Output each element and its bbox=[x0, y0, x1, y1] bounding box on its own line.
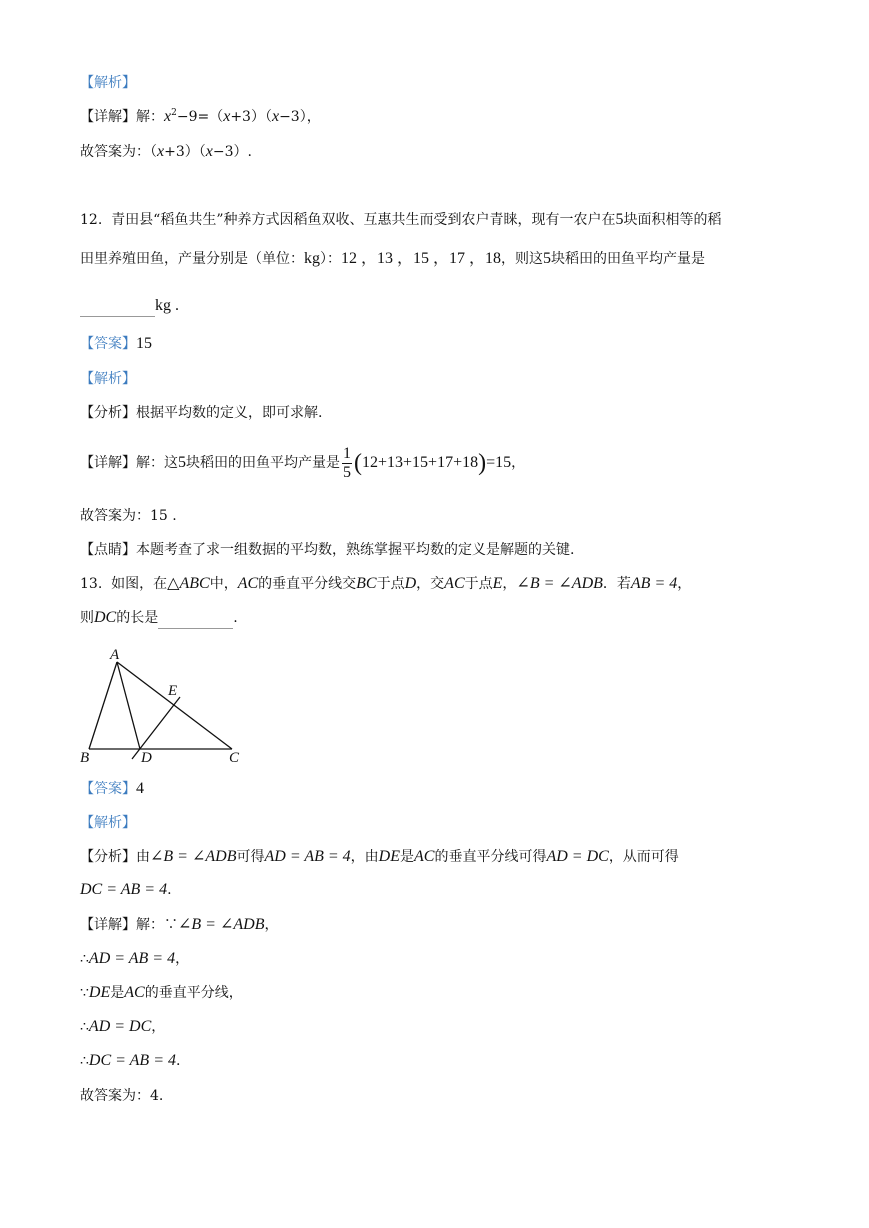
q12-answer-blank-line: kg . bbox=[80, 296, 179, 317]
q13-step2: ∵DE是AC的垂直平分线， bbox=[80, 984, 243, 1001]
analysis-tag: 【解析】 bbox=[80, 75, 136, 91]
q11-analysis-heading bbox=[80, 73, 136, 93]
answer-tag: 【答案】 bbox=[80, 336, 136, 352]
q11-final-answer: 故答案为：（x+3）（x−3）. bbox=[80, 143, 252, 160]
label-e: E bbox=[168, 683, 178, 699]
q13-fenxi-line1: 【分析】由∠B = ∠ADB可得AD = AB = 4，由DE是AC的垂直平分线可得AD = DC，从而可得 bbox=[80, 848, 679, 865]
q12-stem-line1: 12. 青田县“稻鱼共生”种养方式因稻鱼双收、互惠共生而受到农户青睐，现有一农户在5块面积相等的稻 bbox=[80, 211, 722, 228]
q13-stem-line2: 则DC的长是 . bbox=[80, 608, 238, 629]
q11-detail: 【详解】解：$x^2-9=(x+3)(x-3)$， bbox=[80, 108, 321, 125]
analysis-tag: 【解析】 bbox=[80, 815, 136, 831]
q12-analysis-heading bbox=[80, 369, 136, 389]
side-ac bbox=[117, 662, 232, 749]
question-number: 12. bbox=[80, 212, 103, 228]
label-b: B bbox=[80, 750, 90, 766]
detail-tag: 【详解】 bbox=[80, 109, 136, 125]
answer-blank bbox=[80, 296, 155, 317]
q13-step4: ∴DC = AB = 4. bbox=[80, 1052, 181, 1069]
segment-ad bbox=[117, 662, 140, 749]
label-c: C bbox=[229, 750, 240, 766]
analysis-tag: 【解析】 bbox=[80, 371, 136, 387]
q12-fenxi: 【分析】根据平均数的定义，即可求解. bbox=[80, 405, 323, 421]
q13-detail: 【详解】解：∵∠B = ∠ADB， bbox=[80, 916, 279, 933]
q12-dianjing: 【点睛】本题考查了求一组数据的平均数，熟练掌握平均数的定义是解题的关键. bbox=[80, 542, 575, 558]
fraction: $\frac{1}{5}$ bbox=[343, 444, 351, 481]
q13-fenxi-line2: DC = AB = 4. bbox=[80, 881, 172, 898]
q13-final-answer: 故答案为：4. bbox=[80, 1088, 164, 1104]
q13-stem-line1: 13. 如图，在△ABC中，AC的垂直平分线交BC于点D，交AC于点E，∠B = ∠ADB．若AB = 4， bbox=[80, 575, 692, 592]
q13-analysis-heading bbox=[80, 813, 136, 833]
perpendicular-bisector-de bbox=[132, 697, 180, 759]
q13-answer: 【答案】4 bbox=[80, 780, 144, 797]
question-number: 13. bbox=[80, 576, 103, 592]
q13-step3: ∴AD = DC， bbox=[80, 1018, 166, 1035]
label-a: A bbox=[110, 647, 120, 663]
q12-stem-line2: 田里养殖田鱼，产量分别是（单位：kg）：12 ，13 ，15 ，17 ，18，则这5块稻田的田鱼平均产量是 bbox=[80, 250, 706, 267]
label-d: D bbox=[141, 750, 152, 766]
q12-answer: 【答案】15 bbox=[80, 335, 152, 352]
side-ab bbox=[89, 662, 117, 749]
answer-tag: 【答案】 bbox=[80, 781, 136, 797]
answer-blank bbox=[158, 608, 233, 629]
q12-detail: 【详解】解：这5块稻田的田鱼平均产量是 $\frac{1}{5}$ (12+13+15+17+18)=15， bbox=[80, 444, 526, 481]
triangle-figure bbox=[80, 645, 250, 767]
q13-step1: ∴AD = AB = 4， bbox=[80, 950, 190, 967]
q12-final-answer: 故答案为：15 . bbox=[80, 508, 177, 524]
